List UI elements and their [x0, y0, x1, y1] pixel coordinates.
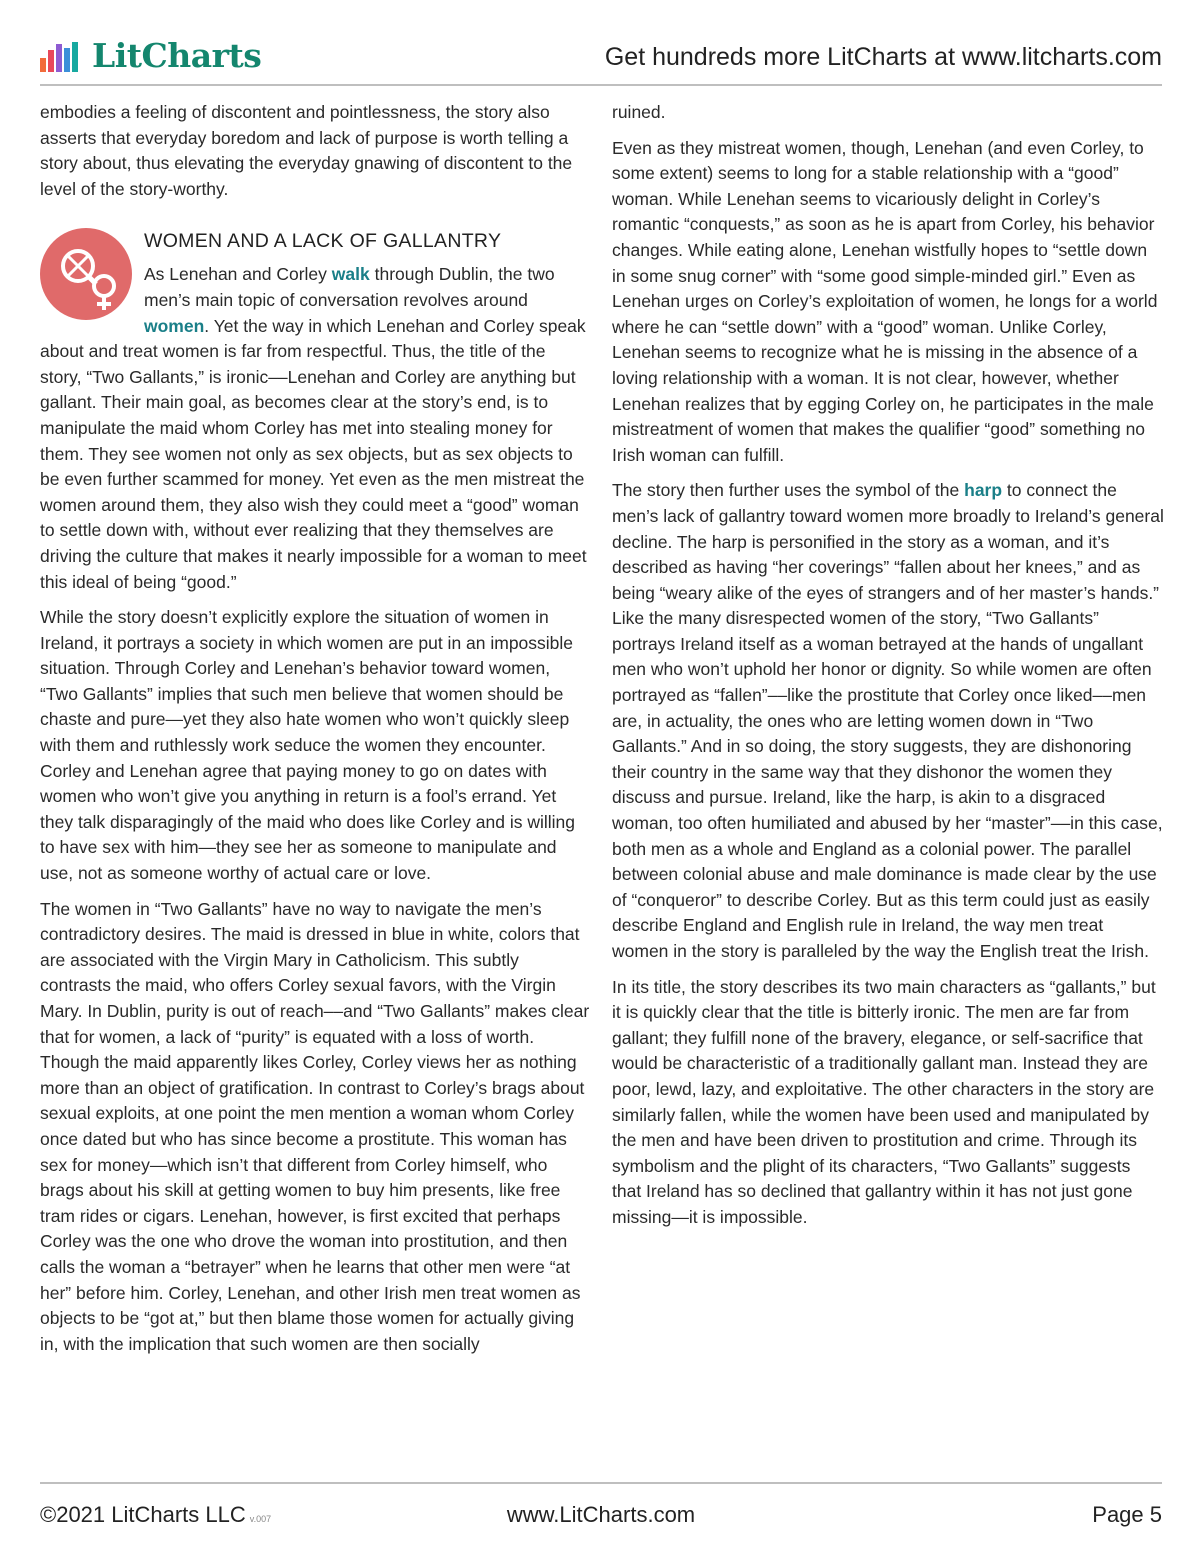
- intro-paragraph: embodies a feeling of discontent and pointlessness, the story also asserts that everyday boredom and lack of purpose is worth telling a story about, thus elevating the everyday gnawing of discontent to the level of the story-worthy.: [40, 102, 573, 199]
- litcharts-logo[interactable]: [40, 36, 261, 75]
- text-run: through Dublin, the two men’s main topic of conversation revolves around: [144, 264, 555, 310]
- theme-section: [40, 228, 590, 595]
- theme-paragraph-5: [612, 478, 1164, 964]
- page-number: Page 5: [1092, 1502, 1162, 1527]
- footer-divider: [40, 1482, 1162, 1484]
- right-column: [612, 100, 1164, 1241]
- keyword-women[interactable]: women: [144, 315, 205, 336]
- logo-text: LitCharts: [92, 36, 262, 75]
- logo-bars-icon: [40, 40, 84, 72]
- theme-title: WOMEN AND A LACK OF GALLANTRY: [144, 230, 502, 253]
- text-run: The story then further uses the symbol of the: [612, 480, 965, 501]
- version-label: v.007: [249, 1514, 272, 1524]
- continued-paragraph: ruined.: [612, 102, 666, 122]
- text-run: to connect the men’s lack of gallantry toward women more broadly to Ireland’s general decline. The harp is personified in the story as a woman, and it’s described as having “her coverings” “fallen about her knees,” and as being “weary alike of the eyes of strangers and of her master’s hands.” Like the many disrespected women of the story, “Two Gallants” portrays Ireland itself as a woman betrayed at the hands of ungallant men who won’t uphold her honor or dignity. So while women are often portrayed as “fallen”––like the prostitute that Corley once liked––men are, in actuality, the ones who are letting women down in “Two Gallants.” And in so doing, the story suggests, they are dishonoring their country in the same way that they dishonor the women they discuss and pursue. Ireland, like the harp, is akin to a disgraced woman, too often humiliated and abused by her “master”––in this case, both men as a whole and England as a colonial power. The parallel between colonial abuse and male dominance is made clear by the use of “conqueror” to describe Corley. But as this term could just as easily describe England and English rule in Ireland, the way men treat women in the story is paralleled by the way the English treat the Irish.: [612, 480, 1164, 961]
- header-tagline[interactable]: Get hundreds more LitCharts at www.litcharts.com: [604, 43, 1162, 71]
- theme-paragraph-3: The women in “Two Gallants” have no way to navigate the men’s contradictory desires. The maid is dressed in blue in white, colors that are associated with the Virgin Mary in Catholicism. This subtly contrasts the maid, who offers Corley sexual favors, with the Virgin Mary. In Dublin, purity is out of reach––and “Two Gallants” makes clear that for women, a lack of “purity” is equated with a loss of worth. Though the maid apparently likes Corley, Corley views her as nothing more than an object of gratification. In contrast to Corley’s brags about sexual exploits, at one point the men mention a woman whom Corley once dated but who has since become a prostitute. This woman has sex for money—which isn’t that different from Corley himself, who brags about his skill at getting women to buy him presents, like free tram rides or cigars. Lenehan, however, is first excited that perhaps Corley was the one who drove the woman into prostitution, and then calls the woman a “betrayer” when he learns that other men were “at her” before him. Corley, Lenehan, and other Irish men treat women as objects to be “got at,” but then blame those women for actually giving in, with the implication that such women are then socially: [40, 898, 590, 1354]
- text-run: . Yet the way in which Lenehan and Corley speak about and treat women is far from respectful. Thus, the title of the story, “Two Gallants,” is ironic––Lenehan and Corley are anything but gallant. Their main goal, as becomes clear at the story’s end, is to manipulate the maid whom Corley has met into stealing money for them. They see women not only as sex objects, but as sex objects to be even further scammed for money. Yet even as the men mistreat the women around them, they also wish they could meet a “good” woman to settle down with, without ever realizing that they themselves are driving the culture that makes it nearly impossible for a woman to meet this ideal of being “good.”: [40, 315, 587, 592]
- theme-paragraph-6: In its title, the story describes its two main characters as “gallants,” but it is quickly clear that the title is bitterly ironic. The men are far from gallant; they fulfill none of the bravery, elegance, or self-sacrifice that would be characteristic of a traditionally gallant man. Instead they are poor, lewd, lazy, and exploitative. The other characters in the story are similarly fallen, while the women have been used and manipulated by the men and have been driven to prostitution and crime. Through its symbolism and the plight of its characters, “Two Gallants” suggests that Ireland has so declined that gallantry within it has not just gone missing—it is impossible.: [612, 976, 1156, 1227]
- keyword-walk[interactable]: walk: [331, 264, 370, 285]
- search-female-icon: [40, 228, 132, 320]
- copyright-text: ©2021 LitCharts LLC: [40, 1502, 246, 1527]
- header-divider: [40, 84, 1162, 86]
- page-footer: [40, 1502, 1162, 1542]
- page-header: [40, 34, 1162, 84]
- theme-paragraph-2: While the story doesn’t explicitly explore the situation of women in Ireland, it portrays a society in which women are put in an impossible situation. Through Corley and Lenehan’s behavior toward women, “Two Gallants” implies that such men believe that women should be chaste and pure—yet they also hate women who won’t quickly sleep with them and ruthlessly work seduce the women they encounter. Corley and Lenehan agree that paying money to go on dates with women who won’t give you anything in return is a fool’s errand. Yet they talk disparagingly of the maid who does like Corley and is willing to have sex with him—they see her as someone to manipulate and use, not as someone worthy of actual care or love.: [40, 607, 575, 884]
- text-run: As Lenehan and Corley: [144, 264, 332, 285]
- keyword-harp[interactable]: harp: [964, 480, 1003, 501]
- theme-paragraph-4: Even as they mistreat women, though, Lenehan (and even Corley, to some extent) seems to long for a stable relationship with a “good” woman. While Lenehan seems to vicariously delight in Corley’s romantic “conquests,” as soon as he is apart from Corley, his behavior changes. While eating alone, Lenehan wistfully hopes to “settle down in some snug corner” with “some good simple-minded girl.” Even as Lenehan urges on Corley’s exploitation of women, he longs for a world where he can “settle down” with a “good” woman. Unlike Corley, Lenehan seems to recognize what he is missing in the absence of a loving relationship with a woman. It is not clear, however, whether Lenehan realizes that by egging Corley on, he participates in the male mistreatment of women that makes the qualifier “good” something no Irish woman can fulfill.: [612, 137, 1158, 465]
- footer-url[interactable]: www.LitCharts.com: [506, 1502, 696, 1527]
- left-column: [40, 100, 590, 1367]
